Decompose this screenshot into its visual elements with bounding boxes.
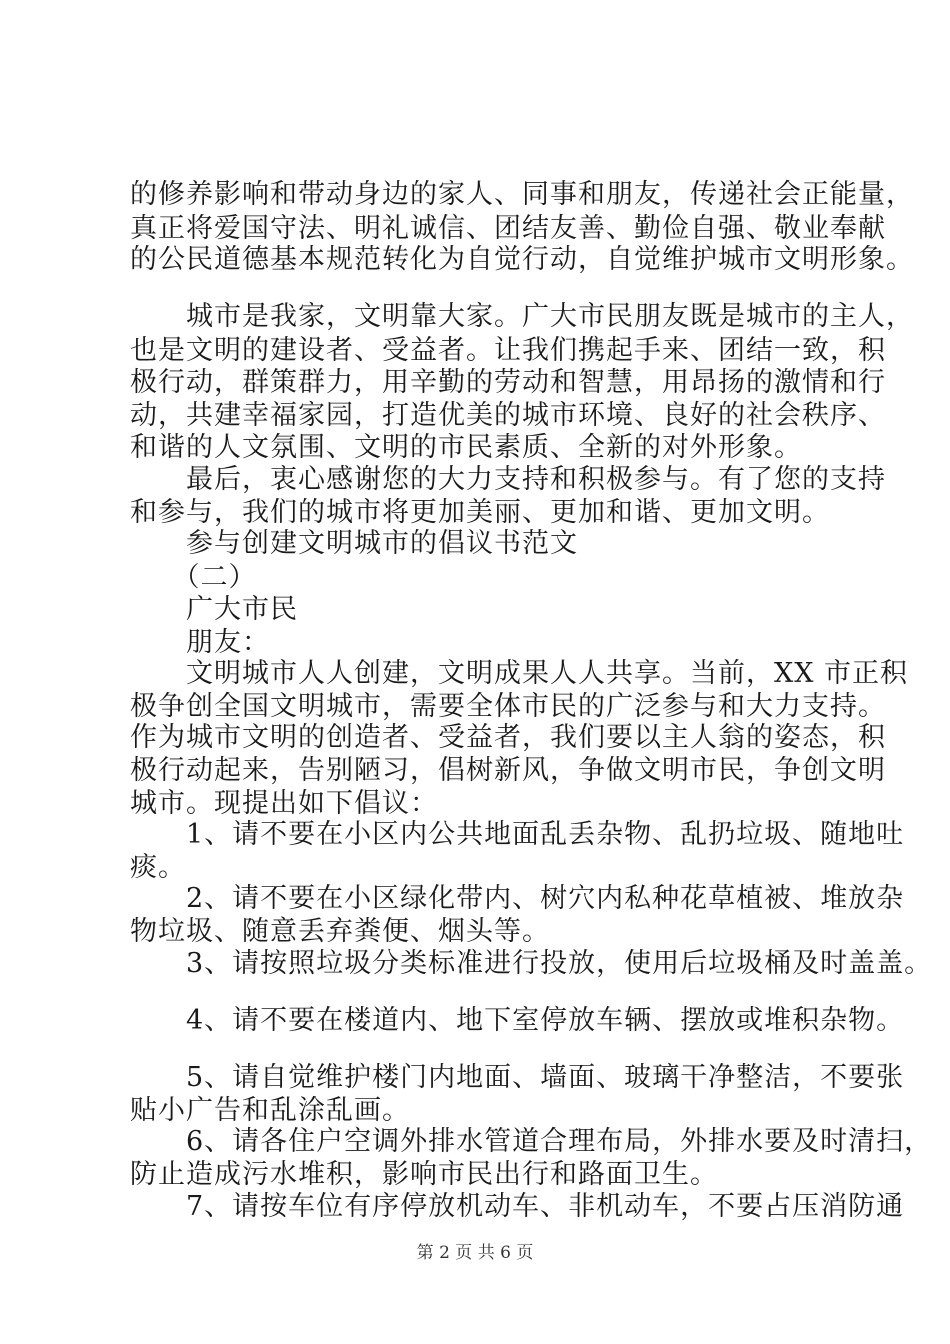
text-line: 极行动起来，告别陋习，倡树新风，争做文明市民，争创文明 <box>130 755 886 786</box>
list-item: 4、请不要在楼道内、地下室停放车辆、摆放或堆积杂物。 <box>130 1005 905 1036</box>
list-item: 5、请自觉维护楼门内地面、墙面、玻璃干净整洁，不要张 <box>130 1062 905 1093</box>
text-line: 城市是我家，文明靠大家。广大市民朋友既是城市的主人， <box>130 301 914 332</box>
list-item: 痰。 <box>130 852 186 883</box>
text-line: 极行动，群策群力，用辛勤的劳动和智慧，用昂扬的激情和行 <box>130 367 886 398</box>
list-item: 2、请不要在小区绿化带内、树穴内私种花草植被、堆放杂 <box>130 883 905 914</box>
list-item: 3、请按照垃圾分类标准进行投放，使用后垃圾桶及时盖盖。 <box>130 948 933 979</box>
text-line: 的公民道德基本规范转化为自觉行动，自觉维护城市文明形象。 <box>130 244 914 275</box>
text-line: 文明城市人人创建，文明成果人人共享。当前，XX 市正积 <box>130 658 909 689</box>
salutation-line: 朋友： <box>130 627 270 658</box>
text-line: 也是文明的建设者、受益者。让我们携起手来、团结一致，积 <box>130 335 886 366</box>
list-item: 物垃圾、随意丢弃粪便、烟头等。 <box>130 916 550 947</box>
text-line: 的修养影响和带动身边的家人、同事和朋友，传递社会正能量， <box>130 179 914 210</box>
section-heading: 参与创建文明城市的倡议书范文 <box>130 528 578 559</box>
list-item: 贴小广告和乱涂乱画。 <box>130 1095 410 1126</box>
text-line: 动，共建幸福家园，打造优美的城市环境、良好的社会秩序、 <box>130 400 886 431</box>
text-line: 极争创全国文明城市，需要全体市民的广泛参与和大力支持。 <box>130 691 886 722</box>
list-item: 6、请各住户空调外排水管道合理布局，外排水要及时清扫， <box>130 1126 933 1157</box>
text-line: 和谐的人文氛围、文明的市民素质、全新的对外形象。 <box>130 432 802 463</box>
salutation-line: 广大市民 <box>130 594 298 625</box>
text-line: 作为城市文明的创造者、受益者，我们要以主人翁的姿态，积 <box>130 722 886 753</box>
text-line: 和参与，我们的城市将更加美丽、更加和谐、更加文明。 <box>130 497 830 528</box>
page-number-footer: 第 2 页 共 6 页 <box>416 1243 534 1263</box>
text-line: 真正将爱国守法、明礼诚信、团结友善、勤俭自强、敬业奉献 <box>130 213 886 244</box>
list-item: 1、请不要在小区内公共地面乱丢杂物、乱扔垃圾、随地吐 <box>130 819 905 850</box>
list-item: 防止造成污水堆积，影响市民出行和路面卫生。 <box>130 1159 718 1190</box>
text-line: 城市。现提出如下倡议： <box>130 788 438 819</box>
section-number: （二） <box>130 562 257 593</box>
list-item: 7、请按车位有序停放机动车、非机动车，不要占压消防通 <box>130 1191 905 1222</box>
text-line: 最后，衷心感谢您的大力支持和积极参与。有了您的支持 <box>130 464 886 495</box>
